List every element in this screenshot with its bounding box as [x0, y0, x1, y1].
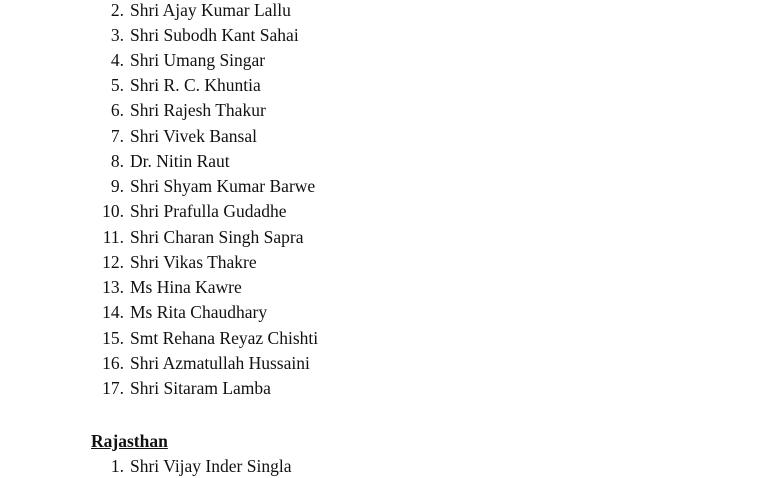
- item-name: Shri R. C. Khuntia: [130, 75, 261, 95]
- item-name: Dr. Nitin Raut: [130, 151, 230, 171]
- item-name: Shri Sitaram Lamba: [130, 378, 271, 398]
- item-name: Shri Ajay Kumar Lallu: [130, 0, 291, 20]
- list-item: [0, 250, 257, 274]
- list-item: [0, 376, 271, 400]
- item-number: 14.: [102, 302, 124, 322]
- item-name: Shri Azmatullah Hussaini: [130, 353, 310, 373]
- item-number: 3.: [110, 25, 124, 45]
- item-number: 8.: [110, 151, 124, 171]
- list-item: [0, 0, 291, 22]
- item-name: Shri Vivek Bansal: [130, 126, 257, 146]
- list-item: [0, 98, 266, 122]
- list-item: [0, 275, 242, 299]
- item-number: 5.: [110, 75, 124, 95]
- list-item: [0, 454, 291, 478]
- item-number: 15.: [102, 328, 124, 348]
- list-item: [0, 48, 265, 72]
- item-number: 7.: [110, 126, 124, 146]
- item-name: Shri Charan Singh Sapra: [130, 227, 304, 247]
- item-number: 6.: [110, 100, 124, 120]
- section-heading: Rajasthan: [91, 431, 168, 451]
- list-item: [0, 199, 287, 223]
- list-item: [0, 23, 299, 47]
- item-number: 11.: [102, 227, 124, 247]
- item-number: 1.: [110, 456, 124, 476]
- item-number: 13.: [102, 277, 124, 297]
- item-name: Shri Umang Singar: [130, 50, 266, 70]
- list-item: [0, 225, 304, 249]
- item-name: Shri Shyam Kumar Barwe: [130, 176, 316, 196]
- list-item: [0, 174, 315, 198]
- item-number: 12.: [102, 252, 124, 272]
- item-name: Shri Vikas Thakre: [130, 252, 257, 272]
- list-item: [0, 124, 257, 148]
- list-item: [0, 351, 310, 375]
- item-number: 4.: [110, 50, 124, 70]
- list-item: [0, 326, 318, 350]
- item-name: Shri Prafulla Gudadhe: [130, 201, 287, 221]
- item-number: 9.: [110, 176, 124, 196]
- item-name: Shri Subodh Kant Sahai: [130, 25, 299, 45]
- item-number: 17.: [102, 378, 124, 398]
- item-name: Ms Hina Kawre: [130, 277, 242, 297]
- item-number: 16.: [102, 353, 124, 373]
- item-name: Shri Vijay Inder Singla: [130, 456, 292, 476]
- item-name: Ms Rita Chaudhary: [130, 302, 268, 322]
- item-number: 10.: [102, 201, 124, 221]
- item-name: Shri Rajesh Thakur: [130, 100, 266, 120]
- item-number: 2.: [110, 0, 124, 20]
- item-name: Smt Rehana Reyaz Chishti: [130, 328, 319, 348]
- list-item: [0, 149, 230, 173]
- list-item: [0, 73, 261, 97]
- list-item: [0, 300, 267, 324]
